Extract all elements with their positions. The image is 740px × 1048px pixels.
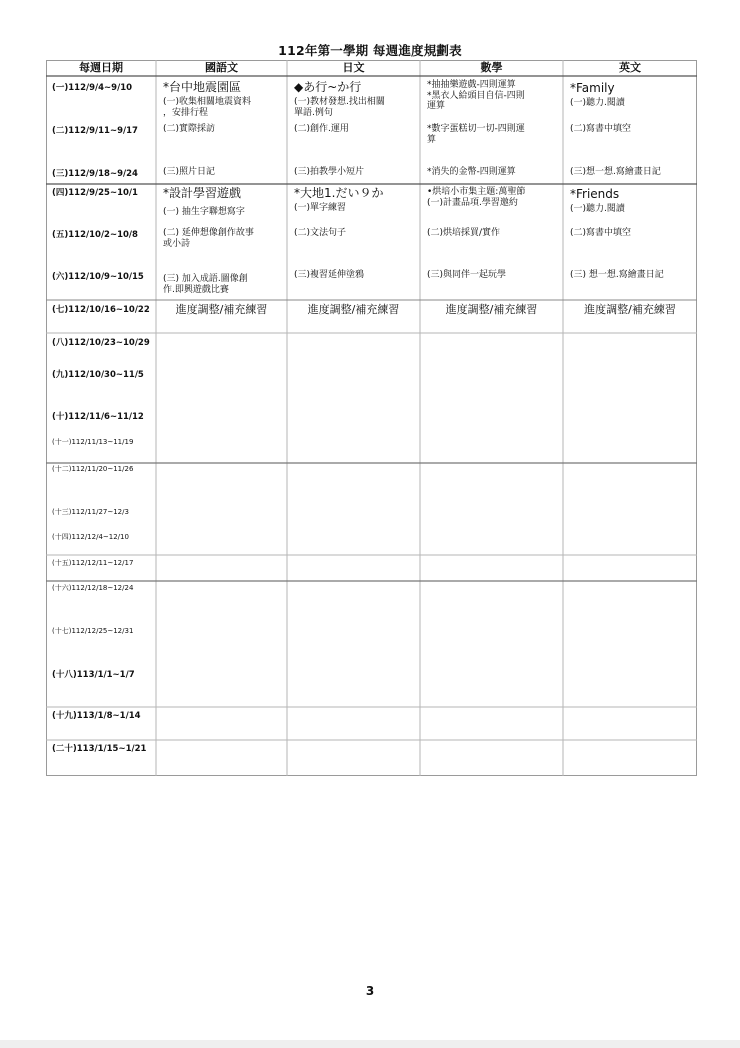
week-date: (十九)113/1/8~1/14 <box>52 711 141 721</box>
chinese-theme-2: *設計學習遊戲 <box>163 186 242 200</box>
page-title: 112年第一學期 每週進度規劃表 <box>278 43 462 58</box>
week-date: (八)112/10/23~10/29 <box>52 338 150 348</box>
japanese-week2: (二)創作.運用 <box>294 124 349 134</box>
header-japanese: 日文 <box>342 61 365 74</box>
english-week4: (一)聽力.閱讀 <box>570 204 625 214</box>
week-date: (四)112/9/25~10/1 <box>52 188 138 198</box>
japanese-week5: (二)文法句子 <box>294 228 347 238</box>
week-date: (七)112/10/16~10/22 <box>52 305 150 315</box>
english-week3: (三)想一想.寫繪畫日記 <box>570 167 661 177</box>
chinese-week4: (一) 抽生字聯想寫字 <box>163 207 245 217</box>
page-number: 3 <box>365 984 375 998</box>
week-date: (一)112/9/4~9/10 <box>52 83 133 93</box>
week-date: (五)112/10/2~10/8 <box>52 230 138 240</box>
chinese-theme-1: *台中地震園區 <box>163 80 242 94</box>
header-week-date: 每週日期 <box>79 61 123 74</box>
week-date: (十七)112/12/25~12/31 <box>52 627 134 635</box>
math-week2: *數字蛋糕切一切-四則運 算 <box>427 124 525 145</box>
japanese-week3: (三)拍教學小短片 <box>294 167 365 177</box>
week-date: (十二)112/11/20~11/26 <box>52 465 134 473</box>
japanese-week1: (一)教材發想.找出相關 單語.例句 <box>294 97 385 118</box>
week-date: (十三)112/11/27~12/3 <box>52 508 129 516</box>
header-chinese: 國語文 <box>205 61 238 74</box>
week-date: (十八)113/1/1~1/7 <box>52 670 135 680</box>
chinese-week6: (三) 加入成語.圖像創 作.即興遊戲比賽 <box>163 274 248 295</box>
english-week1: (一)聽力.閱讀 <box>570 98 625 108</box>
week-date: (九)112/10/30~11/5 <box>52 370 144 380</box>
adjust-chinese: 進度調整/補充練習 <box>175 303 268 316</box>
math-week4: •烘培小市集主題:萬聖節 (一)計畫品項.學習邀約 <box>427 187 526 208</box>
japanese-week4: (一)單字練習 <box>294 203 347 213</box>
week-date: (三)112/9/18~9/24 <box>52 169 138 179</box>
english-week5: (二)寫書中填空 <box>570 228 632 238</box>
week-date: (十)112/11/6~11/12 <box>52 412 144 422</box>
chinese-week3: (三)照片日記 <box>163 167 216 177</box>
week-date: (二)112/9/11~9/17 <box>52 126 138 136</box>
adjust-japanese: 進度調整/補充練習 <box>307 303 400 316</box>
japanese-theme-2: *大地1.だい９か <box>294 186 384 200</box>
page-footer-bar <box>0 1040 740 1048</box>
chinese-week5: (二) 延伸想像創作故事 或小詩 <box>163 228 254 249</box>
week-date: (二十)113/1/15~1/21 <box>52 744 147 754</box>
weekly-schedule-table <box>46 60 697 776</box>
chinese-week1: (一)收集相關地震資料 ，安排行程 <box>163 97 252 118</box>
header-math: 數學 <box>480 61 503 74</box>
week-date: (十五)112/12/11~12/17 <box>52 559 134 567</box>
japanese-week6: (三)複習延伸塗鴉 <box>294 270 365 280</box>
english-theme-1: *Family <box>570 81 615 95</box>
week-date: (十六)112/12/18~12/24 <box>52 584 134 592</box>
week-date: (六)112/10/9~10/15 <box>52 272 144 282</box>
math-week3: *消失的金幣-四則運算 <box>427 167 516 177</box>
japanese-theme-1: ◆あ行~か行 <box>294 80 362 94</box>
adjust-english: 進度調整/補充練習 <box>584 303 676 316</box>
week-date: (十一)112/11/13~11/19 <box>52 438 134 446</box>
math-week5: (二)烘培採買/實作 <box>427 228 501 238</box>
header-english: 英文 <box>619 61 641 74</box>
math-week6: (三)與同伴一起玩學 <box>427 270 507 280</box>
english-theme-2: *Friends <box>570 187 620 201</box>
adjust-math: 進度調整/補充練習 <box>445 303 538 316</box>
chinese-week2: (二)實際採訪 <box>163 124 216 134</box>
math-week1: *抽抽樂遊戲-四則運算 *黑衣人給頭目自信-四則 運算 <box>427 80 525 111</box>
english-week2: (二)寫書中填空 <box>570 124 632 134</box>
english-week6: (三) 想一想.寫繪畫日記 <box>570 270 664 280</box>
week-date: (十四)112/12/4~12/10 <box>52 533 129 541</box>
